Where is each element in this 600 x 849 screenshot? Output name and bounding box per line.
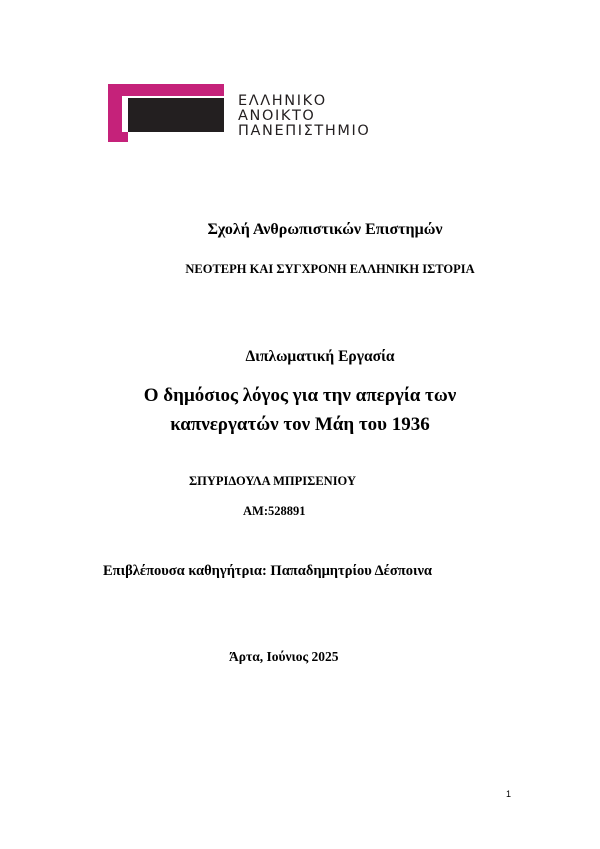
school-name: Σχολή Ανθρωπιστικών Επιστημών (207, 221, 443, 238)
program-name: ΝΕΟΤΕΡΗ ΚΑΙ ΣΥΓΧΡΟΝΗ ΕΛΛΗΝΙΚΗ ΙΣΤΟΡΙΑ (185, 262, 475, 276)
page-number: 1 (506, 789, 512, 799)
place-date: Άρτα, Ιούνιος 2025 (229, 649, 339, 664)
thesis-title (0, 381, 600, 439)
thesis-title-line-1: Ο δημόσιος λόγος για την απεργία των (143, 385, 457, 406)
supervisor: Επιβλέπουσα καθηγήτρια: Παπαδημητρίου Δέσποινα (103, 563, 433, 579)
university-logo-mark-icon (108, 84, 224, 142)
logo-line-3: ΠΑΝΕΠΙΣΤΗΜΙΟ (238, 123, 371, 139)
logo-line-2: ΑΝΟΙΚΤΟ (238, 108, 316, 124)
university-logo-text (238, 94, 370, 139)
thesis-label: Διπλωματική Εργασία (245, 348, 395, 365)
thesis-title-line-2: καπνεργατών τον Μάη του 1936 (170, 414, 430, 435)
logo-line-1: ΕΛΛΗΝΙΚΟ (238, 93, 327, 109)
author-name: ΣΠΥΡΙΔΟΥΛΑ ΜΠΡΙΣΕΝΙΟΥ (189, 474, 356, 488)
university-logo (108, 84, 438, 144)
student-id: ΑΜ:528891 (243, 504, 306, 518)
